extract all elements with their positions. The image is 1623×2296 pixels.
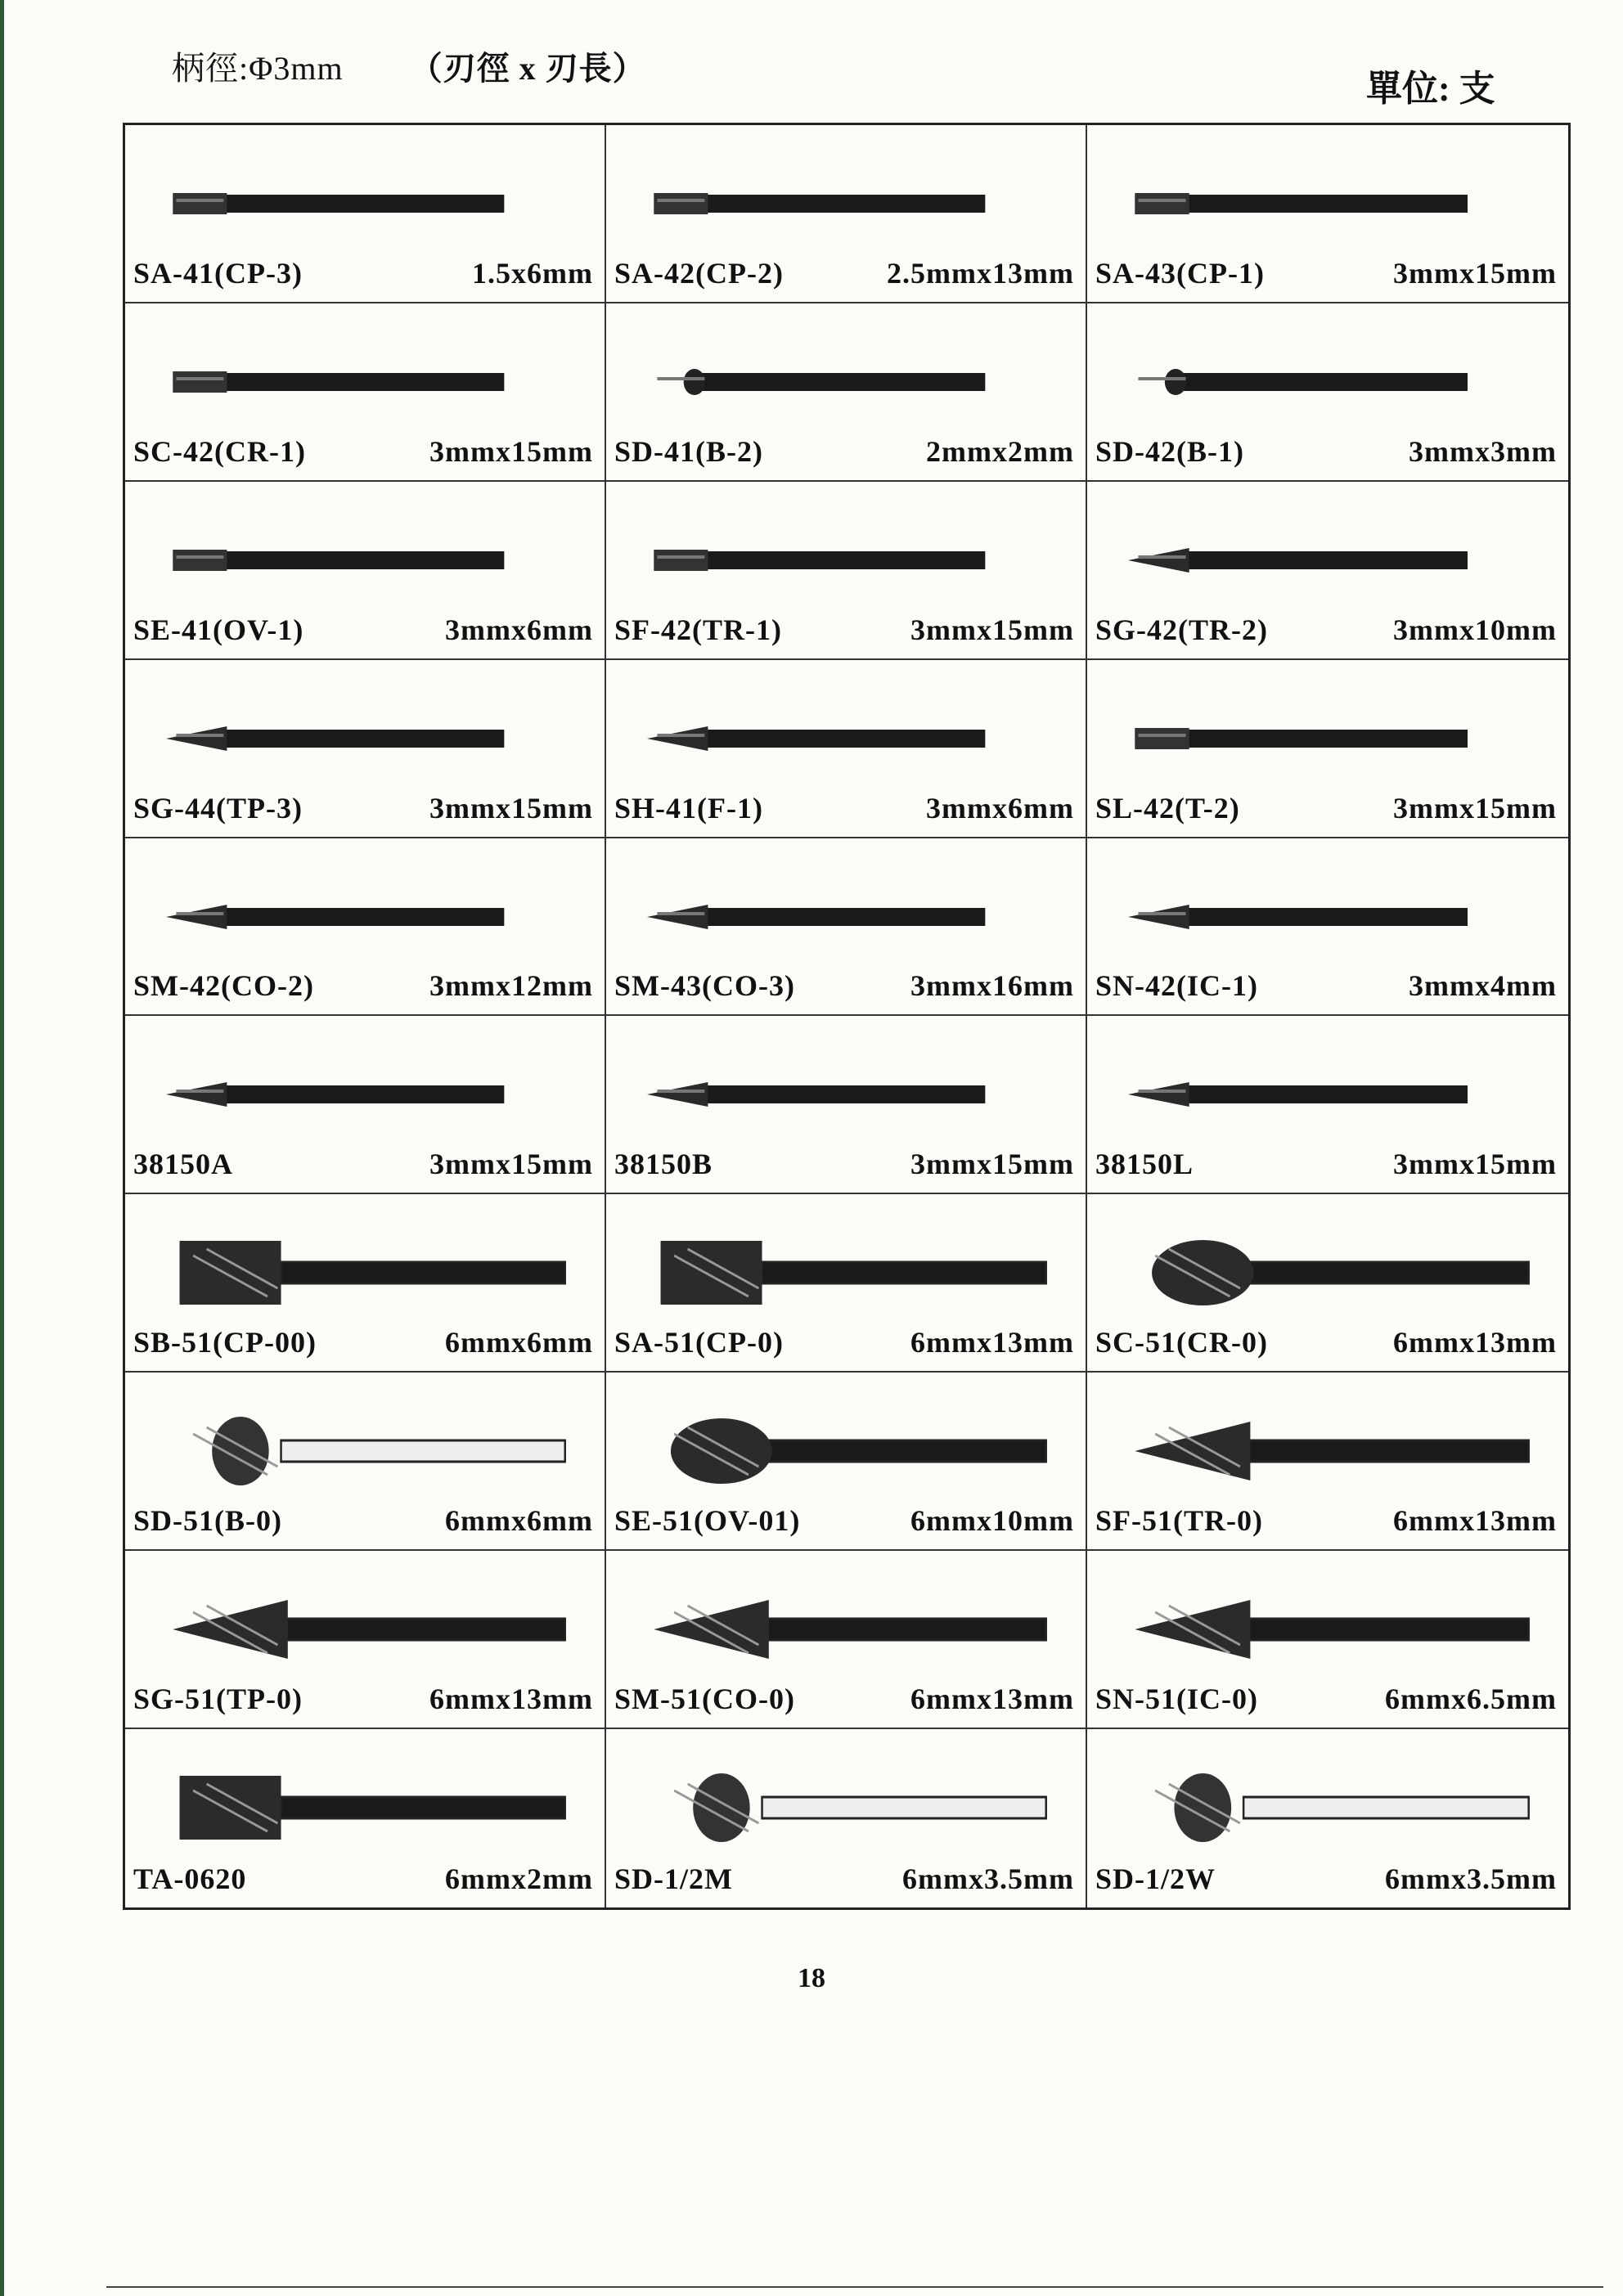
product-code: SF-42(TR-1): [614, 613, 782, 646]
product-label: [133, 1503, 593, 1538]
shank-diameter-header: [172, 43, 646, 89]
tree-point-head-bur-icon: [166, 1579, 572, 1678]
product-label: [133, 613, 593, 647]
tree-radius-bur-icon: [647, 510, 1053, 609]
product-code: SM-51(CO-0): [614, 1683, 795, 1716]
product-table: [123, 123, 1571, 1910]
product-label: [133, 1682, 593, 1716]
cylinder-bur-icon: [1128, 154, 1535, 252]
product-cell: [606, 1016, 1087, 1194]
product-label: [614, 613, 1074, 647]
product-cell: [1087, 125, 1568, 303]
product-cell: [606, 838, 1087, 1017]
blade-size-label: （刃徑 x 刃長）: [409, 50, 646, 87]
product-label: [614, 1147, 1074, 1181]
product-size: 2mmx2mm: [926, 434, 1074, 468]
product-code: SN-42(IC-1): [1095, 969, 1258, 1003]
radius-head-bur-icon: [1128, 1223, 1535, 1321]
scan-bottom-line: [106, 2286, 1603, 2288]
product-label: [133, 434, 593, 469]
product-code: TA-0620: [133, 1862, 247, 1895]
product-cell: [125, 838, 606, 1017]
product-label: [1095, 613, 1557, 647]
product-size: 6mmx13mm: [910, 1326, 1074, 1359]
product-cell: [1087, 838, 1568, 1017]
product-cell: [606, 1729, 1087, 1907]
product-cell: [125, 303, 606, 482]
product-label: [614, 1503, 1074, 1538]
product-cell: [125, 1194, 606, 1373]
product-cell: [606, 303, 1087, 482]
product-label: [614, 256, 1074, 290]
product-size: 3mmx15mm: [1393, 791, 1557, 824]
product-code: SF-51(TR-0): [1095, 1504, 1263, 1538]
product-size: 6mmx2mm: [445, 1862, 593, 1895]
product-size: 2.5mmx13mm: [887, 256, 1074, 290]
cone-bur-icon: [1128, 1045, 1535, 1143]
product-code: SG-51(TP-0): [133, 1683, 303, 1716]
product-size: 6mmx3.5mm: [902, 1862, 1074, 1895]
cone-head-bur-icon: [647, 1579, 1053, 1678]
cylinder-radius-bur-icon: [166, 332, 572, 430]
product-cell: [606, 660, 1087, 838]
cone-bur-icon: [647, 1045, 1053, 1143]
product-label: [614, 968, 1074, 1003]
tree-point-bur-icon: [1128, 510, 1535, 609]
product-label: [614, 1682, 1074, 1716]
product-code: SB-51(CP-00): [133, 1326, 317, 1359]
cylinder-head-bur-icon: [647, 1223, 1053, 1321]
cylinder-fine-bur-icon: [166, 154, 572, 252]
product-code: SA-43(CP-1): [1095, 256, 1265, 290]
product-size: 3mmx15mm: [429, 1148, 593, 1181]
product-size: 3mmx4mm: [1409, 969, 1557, 1003]
product-label: [133, 256, 593, 290]
product-cell: [606, 1551, 1087, 1729]
half-ball-bur-icon: [647, 1758, 1053, 1856]
product-cell: [1087, 1729, 1568, 1907]
cone-bur-icon: [166, 1045, 572, 1143]
product-size: 6mmx6.5mm: [1385, 1683, 1557, 1716]
product-code: SA-42(CP-2): [614, 256, 784, 290]
product-size: 3mmx15mm: [1393, 256, 1557, 290]
product-code: SE-41(OV-1): [133, 613, 304, 646]
product-size: 3mmx15mm: [429, 791, 593, 824]
product-code: SH-41(F-1): [614, 791, 763, 824]
product-code: SE-51(OV-01): [614, 1504, 801, 1538]
product-code: SG-44(TP-3): [133, 791, 303, 824]
product-size: 3mmx10mm: [1393, 613, 1557, 646]
product-size: 3mmx6mm: [445, 613, 593, 646]
product-cell: [125, 1373, 606, 1551]
product-size: 6mmx13mm: [429, 1683, 593, 1716]
product-label: [1095, 1325, 1557, 1359]
product-code: SC-42(CR-1): [133, 434, 306, 468]
product-size: 3mmx12mm: [429, 969, 593, 1003]
tree-head-bur-icon: [1128, 1401, 1535, 1499]
product-cell: [125, 125, 606, 303]
cone-bur-icon: [647, 867, 1053, 965]
cylinder-bur-icon: [647, 154, 1053, 252]
inverted-cone-bur-icon: [1128, 867, 1535, 965]
product-code: SA-51(CP-0): [614, 1326, 784, 1359]
oval-head-bur-icon: [647, 1401, 1053, 1499]
shank-diameter-label: 柄徑:Φ3mm: [172, 50, 344, 87]
product-cell: [1087, 482, 1568, 660]
product-code: SD-41(B-2): [614, 434, 763, 468]
product-cell: [125, 660, 606, 838]
oval-bur-icon: [166, 510, 572, 609]
product-label: [133, 1147, 593, 1181]
product-cell: [1087, 1373, 1568, 1551]
product-label: [1095, 434, 1557, 469]
product-code: SM-42(CO-2): [133, 969, 314, 1003]
product-label: [133, 1862, 593, 1896]
product-code: SG-42(TR-2): [1095, 613, 1268, 646]
product-cell: [606, 482, 1087, 660]
product-cell: [606, 125, 1087, 303]
product-label: [1095, 256, 1557, 290]
product-code: SD-42(B-1): [1095, 434, 1244, 468]
product-label: [1095, 1862, 1557, 1896]
product-code: SD-1/2W: [1095, 1862, 1216, 1895]
disc-bur-icon: [166, 1758, 572, 1856]
ball-bur-icon: [647, 332, 1053, 430]
product-cell: [1087, 660, 1568, 838]
product-label: [1095, 1682, 1557, 1716]
product-size: 6mmx6mm: [445, 1504, 593, 1538]
product-label: [614, 434, 1074, 469]
product-size: 6mmx3.5mm: [1385, 1862, 1557, 1895]
product-size: 6mmx13mm: [1393, 1326, 1557, 1359]
product-cell: [606, 1194, 1087, 1373]
product-code: 38150B: [614, 1148, 713, 1181]
product-code: 38150L: [1095, 1148, 1194, 1181]
product-cell: [1087, 1551, 1568, 1729]
product-cell: [1087, 1016, 1568, 1194]
product-label: [1095, 791, 1557, 825]
product-label: [614, 1862, 1074, 1896]
tree-point-bur-icon: [166, 689, 572, 787]
half-ball-bur-icon: [1128, 1758, 1535, 1856]
product-size: 6mmx6mm: [445, 1326, 593, 1359]
inverted-cone-head-bur-icon: [1128, 1579, 1535, 1678]
product-cell: [125, 1729, 606, 1907]
product-size: 3mmx15mm: [1393, 1148, 1557, 1181]
product-code: SD-51(B-0): [133, 1504, 282, 1538]
unit-label: 單位: 支: [1366, 69, 1495, 109]
product-size: 3mmx6mm: [926, 791, 1074, 824]
scan-edge: [0, 0, 4, 2296]
product-label: [1095, 1503, 1557, 1538]
cylinder-head-bur-icon: [166, 1223, 572, 1321]
flame-bur-icon: [647, 689, 1053, 787]
ball-head-bur-icon: [166, 1401, 572, 1499]
product-cell: [125, 482, 606, 660]
product-size: 3mmx3mm: [1409, 434, 1557, 468]
product-cell: [1087, 303, 1568, 482]
product-code: SM-43(CO-3): [614, 969, 795, 1003]
product-size: 6mmx10mm: [910, 1504, 1074, 1538]
product-label: [133, 1325, 593, 1359]
cone-bur-icon: [166, 867, 572, 965]
product-code: SD-1/2M: [614, 1862, 733, 1895]
product-size: 3mmx15mm: [429, 434, 593, 468]
product-label: [1095, 1147, 1557, 1181]
product-label: [614, 791, 1074, 825]
product-code: SA-41(CP-3): [133, 256, 303, 290]
page-number: 18: [798, 1963, 825, 1993]
product-code: SL-42(T-2): [1095, 791, 1240, 824]
product-cell: [1087, 1194, 1568, 1373]
product-label: [133, 791, 593, 825]
product-size: 3mmx15mm: [910, 613, 1074, 646]
product-size: 3mmx16mm: [910, 969, 1074, 1003]
product-cell: [606, 1373, 1087, 1551]
ball-bur-icon: [1128, 332, 1535, 430]
product-size: 6mmx13mm: [1393, 1504, 1557, 1538]
product-cell: [125, 1551, 606, 1729]
product-cell: [125, 1016, 606, 1194]
product-size: 3mmx15mm: [910, 1148, 1074, 1181]
product-code: 38150A: [133, 1148, 233, 1181]
product-code: SN-51(IC-0): [1095, 1683, 1258, 1716]
product-label: [1095, 968, 1557, 1003]
product-size: 1.5x6mm: [472, 256, 593, 290]
product-label: [614, 1325, 1074, 1359]
taper-bur-icon: [1128, 689, 1535, 787]
product-label: [133, 968, 593, 1003]
product-size: 6mmx13mm: [910, 1683, 1074, 1716]
product-code: SC-51(CR-0): [1095, 1326, 1268, 1359]
